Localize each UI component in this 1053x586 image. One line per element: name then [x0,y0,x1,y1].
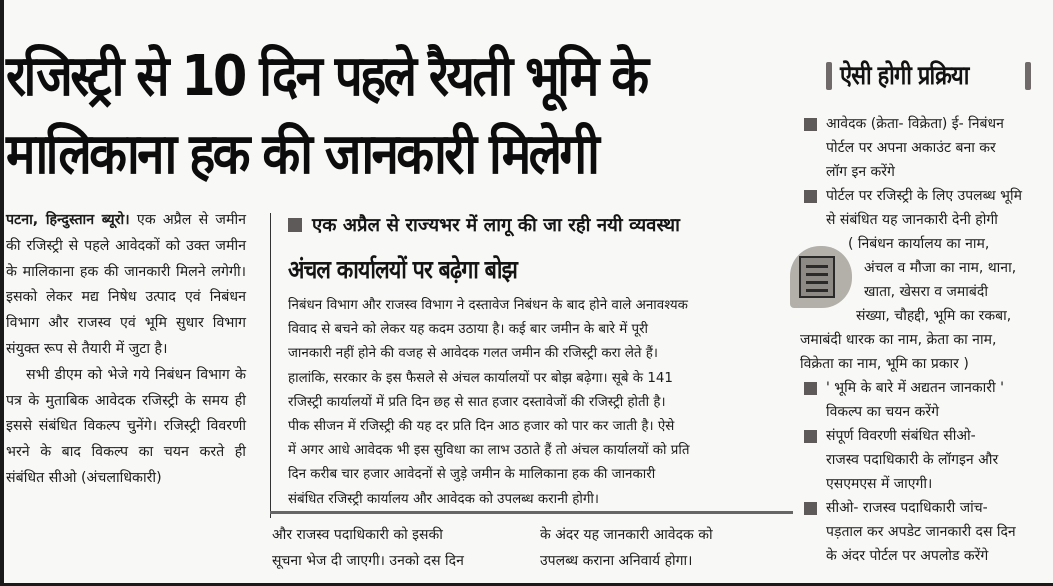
headline-line-2: मालिकाना हक की जानकारी मिलेगी [6,122,598,187]
bullet-square-icon [804,190,817,203]
step-line: ' भूमि के बारे में अद्यतन जानकारी ' [826,380,1004,396]
process-step [800,496,1050,568]
dateline: पटना, हिन्दुस्तान ब्यूरो। [6,212,130,228]
step-line: से संबंधित यह जानकारी देनी होगी [826,212,998,228]
body-line: रजिस्ट्री कार्यालयों में प्रति दिन छह से सात हजार दस्तावेजों की रजिस्ट्री होती है। [288,394,666,410]
continuation-line: और राजस्व पदाधिकारी को इसकी [272,527,443,543]
process-steps-list [800,112,1050,568]
bullet-square-icon [288,218,302,232]
box-subhead [288,212,788,237]
required-details [800,232,1050,376]
continuation-line: के अंदर यह जानकारी आवेदक को [540,527,713,543]
process-step [800,424,1050,496]
headline-line-1: रजिस्ट्री से 10 दिन पहले रैयती भूमि के [6,44,647,109]
title-bracket-left-icon [826,62,832,90]
continuation-line: सूचना भेज दी जाएगी। उनको दस दिन [272,553,464,569]
body-line: विवाद से बचने को लेकर यह कदम उठाया है। कई बार जमीन के बारे में पूरी [288,322,649,338]
body-line: हालांकि, सरकार के इस फैसले से अंचल कार्यालयों पर बोझ बढ़ेगा। सूबे के 141 [288,370,673,386]
body-line: संबंधित रजिस्ट्री कार्यालय और आवेदक को उपलब्ध करानी होगी। [288,491,599,507]
left-column [6,208,246,492]
bullet-square-icon [804,118,817,131]
body-line: दिन करीब चार हजार आवेदनों से जुड़े जमीन के मालिकाना हक की जानकारी [288,467,656,483]
step-line: पोर्टल पर अपना अकाउंट बना कर [826,140,996,156]
body-line: जानकारी नहीं होने की वजह से आवेदक गलत जमीन की रजिस्ट्री करा लेते हैं। [288,346,658,362]
step-line: लॉग इन करेंगे [826,164,895,180]
detail-line: संख्या, चौहद्दी, भूमि का रकबा, [856,308,1012,324]
detail-line: विक्रेता का नाम, भूमि का प्रकार ) [800,356,969,372]
step-line: सीओ- राजस्व पदाधिकारी जांच- [826,500,988,516]
body-line: पीक सीजन में रजिस्ट्री की यह दर प्रति दिन आठ हजार को पार कर जाती है। ऐसे [288,419,675,435]
step-line: पोर्टल पर रजिस्ट्री के लिए उपलब्ध भूमि [826,188,1022,204]
step-line: पड़ताल कर अपडेट जानकारी दस दिन [826,524,1016,540]
left-paragraph-2: सभी डीएम को भेजे गये निबंधन विभाग के पत्र के मुताबिक आवेदक रजिस्ट्री के समय ही इससे संबंधित विकल्प चुनेंगे। रजिस्ट्री विवरणी भरने के बाद विकल्प का चयन करते ही संबंधित सीओ (अंचलाधिकारी) [6,366,246,486]
detail-line: जमाबंदी धारक का नाम, क्रेता का नाम, [800,332,997,348]
paragraph-1-text: एक अप्रैल से जमीन की रजिस्ट्री से पहले आवेदकों को उक्त जमीन के मालिकाना हक की जानकारी मिलने लगेगी। इसको लेकर मद्य निषेध उत्पाद एवं निबंधन विभाग और राजस्व एवं भूमि सुधार विभाग संयुक्त रूप से तैयारी में जुटा है। [6,212,246,357]
step-line: के अंदर पोर्टल पर अपलोड करेंगे [826,548,989,564]
bullet-square-icon [804,382,817,395]
box-kicker: अंचल कार्यालयों पर बढ़ेगा बोझ [288,255,518,284]
step-line: आवेदक (क्रेता- विक्रेता) ई- निबंधन [826,116,1004,132]
bullet-square-icon [804,430,817,443]
step-line: राजस्व पदाधिकारी के लॉगइन और [826,452,999,468]
bullet-square-icon [804,502,817,515]
continuation-column-b [540,522,770,574]
process-step [800,184,1050,232]
sidebar-title-text: ऐसी होगी प्रक्रिया [840,61,969,91]
title-bracket-right-icon [1025,62,1031,90]
detail-line: ( निबंधन कार्यालय का नाम, [848,236,990,252]
body-line: निबंधन विभाग और राजस्व विभाग ने दस्तावेज निबंधन के बाद होने वाले अनावश्यक [288,298,688,313]
step-line: संपूर्ण विवरणी संबंधित सीओ- [826,428,976,444]
process-step [800,376,1050,424]
step-line: विकल्प का चयन करेंगे [826,404,939,420]
continuation-line: उपलब्ध कराना अनिवार्य होगा। [540,553,693,569]
box-left-rule [270,213,271,518]
box-body [288,294,788,512]
headline [6,38,701,194]
process-step [800,112,1050,184]
subhead-text: एक अप्रैल से राज्यभर में लागू की जा रही नयी व्यवस्था [312,215,680,236]
page-left-border [0,0,4,586]
left-paragraph-1 [6,208,246,363]
continuation-column-a [272,522,522,574]
detail-line: अंचल व मौजा का नाम, थाना, [864,260,1017,276]
step-line: एसएमएस में जाएगी। [826,476,933,492]
body-line: में अगर आधे आवेदक भी इस सुविधा का लाभ उठाते हैं तो अंचल कार्यालयों को प्रति [288,443,690,459]
detail-line: खाता, खेसरा व जमाबंदी [864,284,988,300]
